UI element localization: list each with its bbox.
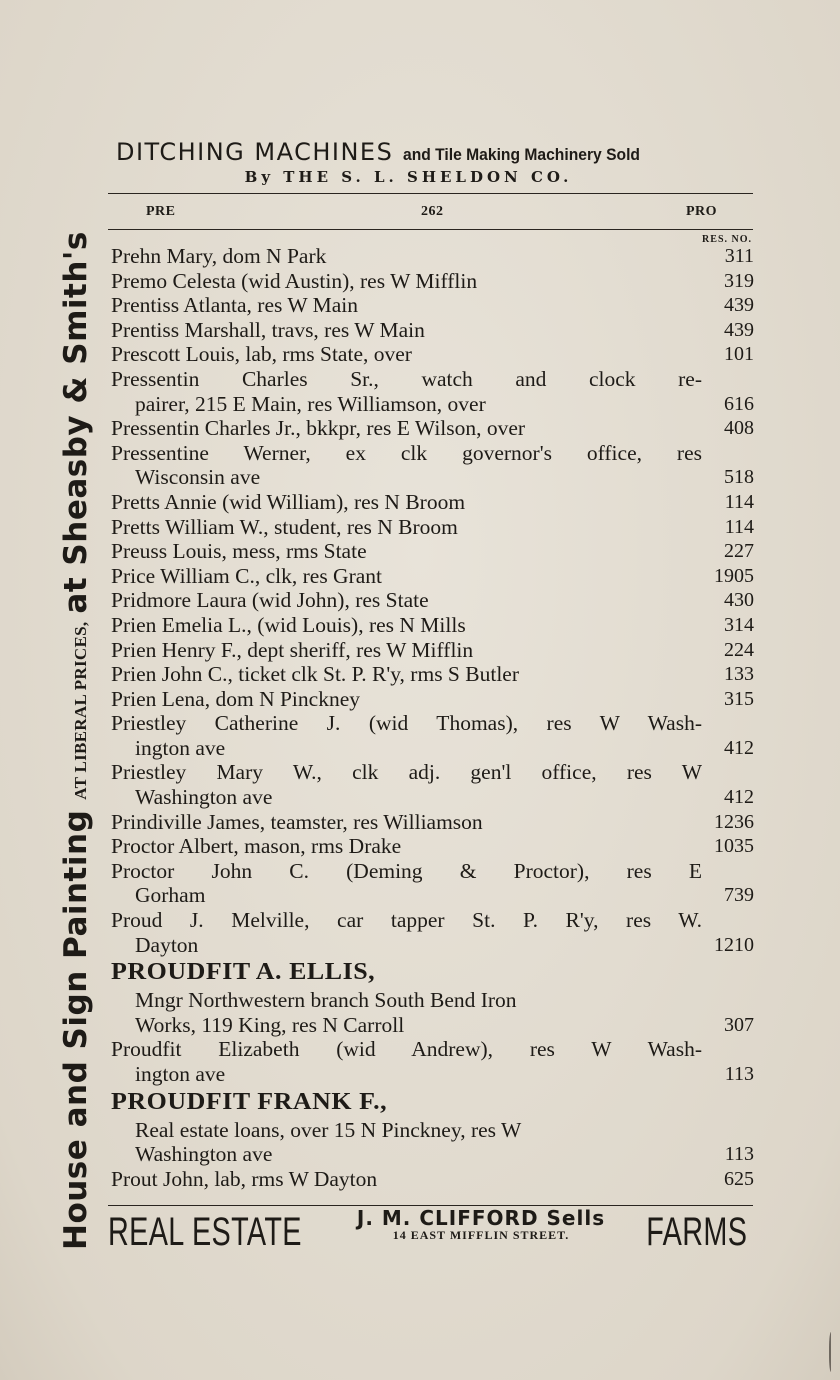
entry-text-line: Pretts William W., student, res N Broom (111, 514, 458, 539)
residence-number: 133 (724, 663, 754, 686)
entry-text-line: Proud J. Melville, car tapper St. P. R'y, res W. (111, 908, 702, 933)
directory-entry (111, 515, 754, 540)
directory-entry (111, 859, 754, 908)
entry-text-line: Priestley Mary W., clk adj. gen'l office, res W (111, 760, 702, 785)
entry-text-line: Washington ave (135, 1142, 273, 1167)
directory-entry (111, 1167, 754, 1192)
entry-text-line: Mngr Northwestern branch South Bend Iron (135, 988, 517, 1013)
entry-text-line: Proudfit Elizabeth (wid Andrew), res W Wash- (111, 1037, 702, 1062)
directory-entry (111, 588, 754, 613)
directory-entry (111, 1087, 754, 1167)
residence-number: 1905 (714, 564, 754, 587)
directory-entry (111, 441, 754, 490)
residence-number: 1210 (714, 933, 754, 956)
residence-number: 113 (724, 1063, 754, 1085)
entry-text-line: Prien Henry F., dept sheriff, res W Mifflin (111, 637, 474, 662)
residence-number: 319 (724, 269, 754, 292)
residence-number: 430 (724, 589, 754, 612)
directory-entry (111, 662, 754, 687)
side-ad-part2: AT LIBERAL PRICES, (71, 621, 90, 800)
directory-entry (111, 342, 754, 367)
directory-entry (111, 687, 754, 712)
res-no-label: RES. NO. (702, 234, 752, 245)
entry-text-line: Prout John, lab, rms W Dayton (111, 1166, 378, 1191)
running-header (108, 204, 753, 224)
entry-text-line: Works, 119 King, res N Carroll (135, 1012, 405, 1037)
bottom-ad-left: REAL ESTATE (108, 1210, 302, 1254)
entry-text-line: Pridmore Laura (wid John), res State (111, 588, 429, 613)
entry-name-heading: PROUDFIT FRANK F., (111, 1088, 388, 1115)
bottom-ad-right: FARMS (645, 1210, 747, 1254)
entry-text-line: Prindiville James, teamster, res Williamson (111, 809, 483, 834)
entry-text-line: Washington ave (135, 785, 273, 810)
bottom-ad-middle: J. M. CLIFFORD Sells (356, 1206, 606, 1230)
bottom-ad-street: 14 EAST MIFFLIN STREET. (392, 1228, 570, 1242)
residence-number: 227 (724, 540, 754, 563)
entry-text-line: Pressentin Charles Sr., watch and clock re- (111, 366, 702, 391)
entry-text-line: Priestley Catherine J. (wid Thomas), res W Wash- (111, 711, 702, 736)
directory-entry (111, 269, 754, 294)
entry-text-line: Gorham (135, 883, 206, 908)
directory-entry (111, 490, 754, 515)
entry-text-line: Preuss Louis, mess, rms State (111, 539, 367, 564)
entry-text-line: Proctor Albert, mason, rms Drake (111, 834, 402, 859)
directory-entry (111, 367, 754, 416)
residence-number: 314 (724, 613, 754, 636)
entry-text-line: Dayton (135, 932, 199, 957)
page-number: 262 (421, 204, 444, 219)
entry-text-line: Prien John C., ticket clk St. P. R'y, rms S Butler (111, 662, 520, 687)
residence-number: 224 (724, 638, 754, 661)
residence-number: 113 (724, 1143, 754, 1166)
directory-entry (111, 834, 754, 859)
directory-entry (111, 244, 754, 269)
entry-text-line: Proctor John C. (Deming & Proctor), res E (111, 858, 702, 883)
entry-text-line: Prien Lena, dom N Pinckney (111, 686, 360, 711)
entry-text-line: Real estate loans, over 15 N Pinckney, res W (135, 1117, 522, 1142)
side-ad-part1: House and Sign Painting (58, 809, 94, 1250)
residence-number: 315 (724, 687, 754, 710)
page-edge-mark (829, 1332, 834, 1372)
residence-number: 439 (724, 318, 754, 341)
directory-entry (111, 1037, 754, 1086)
directory-entry (111, 760, 754, 809)
header-rule-top (108, 193, 753, 194)
directory-entry (111, 416, 754, 441)
entry-text-line: ington ave (135, 1062, 226, 1086)
entry-text-line: Pressentine Werner, ex clk governor's office, res (111, 440, 702, 465)
header-right-guide: PRO (685, 204, 717, 219)
residence-number: 412 (724, 786, 754, 809)
residence-number: 101 (724, 343, 754, 366)
residence-number: 412 (724, 736, 754, 759)
entry-text-line: ington ave (135, 735, 226, 760)
directory-entry (111, 711, 754, 760)
residence-number: 616 (724, 392, 754, 415)
directory-entry (111, 564, 754, 589)
entry-text-line: Pressentin Charles Jr., bkkpr, res E Wilson, over (111, 416, 526, 441)
residence-number: 114 (724, 490, 754, 513)
bottom-advertisement (108, 1206, 753, 1256)
residence-number: 518 (724, 466, 754, 489)
top-ad-subline: and Tile Making Machinery Sold (403, 145, 641, 164)
residence-number: 625 (724, 1167, 754, 1190)
entry-text-line: Wisconsin ave (135, 465, 261, 490)
directory-entry (111, 613, 754, 638)
directory-entry (111, 318, 754, 343)
residence-number: 439 (724, 294, 754, 317)
entry-text-line: Premo Celesta (wid Austin), res W Mifflin (111, 268, 478, 293)
side-ad-part3: at Sheasby & Smith's (58, 231, 94, 614)
header-left-guide: PRE (146, 204, 176, 219)
entry-text-line: Prentiss Atlanta, res W Main (111, 293, 359, 318)
residence-number: 307 (724, 1013, 754, 1036)
entry-name-heading: PROUDFIT A. ELLIS, (111, 959, 376, 986)
entry-text-line: Prien Emelia L., (wid Louis), res N Mills (111, 612, 466, 637)
top-ad-headline: DITCHING MACHINES (116, 138, 394, 166)
residence-number: 1236 (714, 810, 754, 833)
entry-text-line: Prehn Mary, dom N Park (111, 244, 327, 268)
entry-text-line: Prentiss Marshall, travs, res W Main (111, 317, 425, 342)
top-advertisement (116, 138, 766, 186)
residence-number: 1035 (714, 835, 754, 858)
directory-entry (111, 957, 754, 1037)
residence-number: 408 (724, 417, 754, 440)
entry-text-line: Price William C., clk, res Grant (111, 563, 383, 588)
directory-entry (111, 293, 754, 318)
directory-entry (111, 810, 754, 835)
directory-entry (111, 539, 754, 564)
residence-number: 114 (724, 515, 754, 538)
entry-text-line: Pretts Annie (wid William), res N Broom (111, 489, 466, 514)
directory-entry (111, 908, 754, 957)
residence-number: 739 (724, 884, 754, 907)
header-rule-bottom (108, 229, 753, 230)
directory-entry (111, 638, 754, 663)
residence-number: 311 (724, 245, 754, 267)
top-ad-company: By THE S. L. SHELDON CO. (244, 168, 573, 186)
entry-text-line: Prescott Louis, lab, rms State, over (111, 342, 412, 367)
directory-entries (111, 244, 754, 1191)
entry-text-line: pairer, 215 E Main, res Williamson, over (135, 391, 486, 416)
